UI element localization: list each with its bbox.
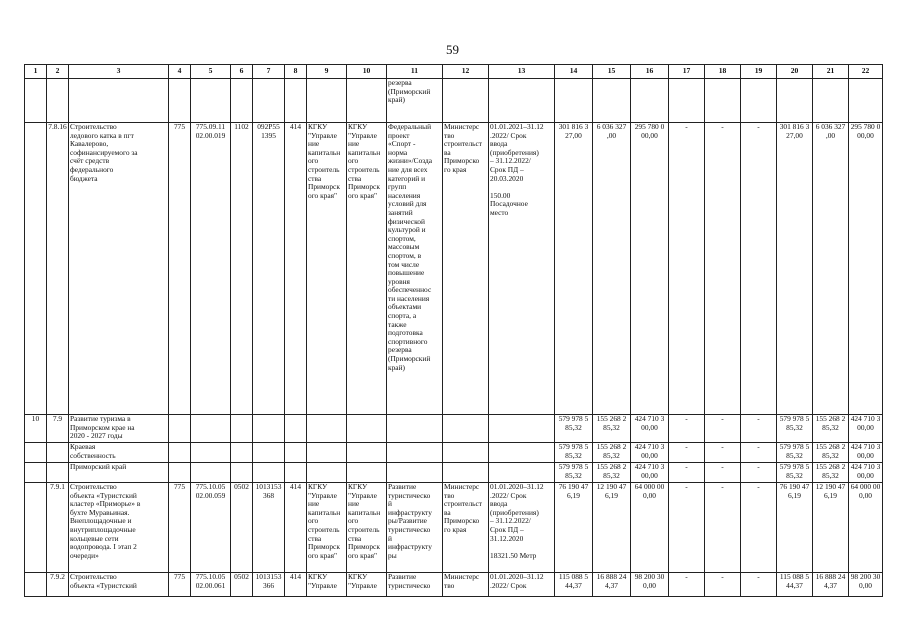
table-cell (849, 79, 883, 123)
column-header: 21 (813, 65, 849, 79)
table-cell (489, 415, 555, 443)
table-cell (705, 79, 741, 123)
table-cell (47, 463, 69, 483)
table-cell (253, 415, 285, 443)
table-cell (191, 443, 231, 463)
table-cell (777, 79, 813, 123)
table-cell: - (669, 463, 705, 483)
table-cell: 579 978 5 85,32 (555, 415, 593, 443)
column-header: 10 (347, 65, 387, 79)
table-cell: 155 268 2 85,32 (593, 463, 631, 483)
header-row (25, 65, 883, 79)
table-cell (489, 79, 555, 123)
table-cell (347, 443, 387, 463)
column-header: 14 (555, 65, 593, 79)
column-header: 2 (47, 65, 69, 79)
table-cell: Строительство ледового катка в пгт Кавалерово, софинансируемого за счёт средств федерального бюджета (69, 123, 169, 415)
table-row (25, 443, 883, 463)
table-cell: 424 710 3 00,00 (849, 415, 883, 443)
table-row (25, 483, 883, 573)
table-cell: 301 816 3 27,00 (777, 123, 813, 415)
table-cell: 424 710 3 00,00 (849, 463, 883, 483)
table-cell (347, 463, 387, 483)
table-cell: 301 816 3 27,00 (555, 123, 593, 415)
table-cell: 775.09.11 02.00.019 (191, 123, 231, 415)
table-cell (285, 463, 307, 483)
table-cell (669, 79, 705, 123)
table-cell (347, 415, 387, 443)
table-cell: - (741, 123, 777, 415)
table-cell: 98 200 30 0,00 (849, 573, 883, 597)
table-cell: 76 190 47 6,19 (777, 483, 813, 573)
column-header: 17 (669, 65, 705, 79)
column-header: 4 (169, 65, 191, 79)
column-header: 12 (443, 65, 489, 79)
table-cell: Федеральный проект «Спорт - норма жизни»/Созда ние для всех категорий и групп населения условий для занятий физической культурой и спортом, массовым спортом, в том числе повышение уровня обеспеченнос ти населения объектами спорта, а также подготовка спортивного резерва (Приморский край) (387, 123, 443, 415)
page-number: 59 (446, 42, 459, 57)
table-cell: 7.9 (47, 415, 69, 443)
table-cell (253, 79, 285, 123)
column-header: 20 (777, 65, 813, 79)
table-cell (347, 79, 387, 123)
table-cell: 414 (285, 573, 307, 597)
table-cell: - (669, 443, 705, 463)
column-header: 22 (849, 65, 883, 79)
table-cell: КГКУ "Управле ние капитальн ого строитель ства Приморск ого края" (307, 123, 347, 415)
table-cell: КГКУ "Управле (347, 573, 387, 597)
table-cell: 295 780 0 00,00 (849, 123, 883, 415)
table-cell: 1102 (231, 123, 253, 415)
table-cell (307, 415, 347, 443)
table-cell: 115 088 5 44,37 (555, 573, 593, 597)
table-cell: КГКУ "Управле ние капитальн ого строитель ства Приморск ого края" (307, 483, 347, 573)
table-cell: Министерс тво строительст ва Приморско го края (443, 483, 489, 573)
table-cell (191, 79, 231, 123)
table-cell: - (705, 123, 741, 415)
table-cell (25, 573, 47, 597)
table-cell: КГКУ "Управле ние капитальн ого строитель ства Приморск ого края" (347, 483, 387, 573)
table-cell: 7.9.1 (47, 483, 69, 573)
table-cell (387, 415, 443, 443)
table-cell (631, 79, 669, 123)
table-cell: резерва (Приморский край) (387, 79, 443, 123)
table-cell: 16 888 24 4,37 (813, 573, 849, 597)
table-cell: - (705, 573, 741, 597)
table-cell: 579 978 5 85,32 (777, 463, 813, 483)
table-cell: 155 268 2 85,32 (813, 443, 849, 463)
table-cell: Краевая собственность (69, 443, 169, 463)
table-cell (25, 79, 47, 123)
table-cell (191, 463, 231, 483)
table-cell (231, 415, 253, 443)
table-cell: 424 710 3 00,00 (631, 443, 669, 463)
table-cell: 01.01.2021–31.12 .2022/ Срок ввода (приобретения) – 31.12.2022/ Срок ПД – 20.03.2020 150.00 Посадочное место (489, 123, 555, 415)
table-cell: - (669, 573, 705, 597)
table-cell: 0502 (231, 573, 253, 597)
table-cell: - (705, 443, 741, 463)
column-header: 18 (705, 65, 741, 79)
table-cell (489, 463, 555, 483)
table-cell: - (669, 415, 705, 443)
column-header: 7 (253, 65, 285, 79)
table-cell (69, 79, 169, 123)
table-cell: 7.9.2 (47, 573, 69, 597)
table-cell: КГКУ "Управле (307, 573, 347, 597)
table-cell (387, 443, 443, 463)
table-cell (25, 463, 47, 483)
table-cell: 155 268 2 85,32 (593, 415, 631, 443)
budget-table (24, 64, 883, 597)
column-header: 16 (631, 65, 669, 79)
table-cell: 76 190 47 6,19 (555, 483, 593, 573)
column-header: 19 (741, 65, 777, 79)
table-cell: 092P55 1395 (253, 123, 285, 415)
table-cell: 64 000 00 0,00 (849, 483, 883, 573)
table-cell (47, 443, 69, 463)
table-cell: Развитие туристическо й инфраструкту ры/Развитие туристическо й инфраструкту ры (387, 483, 443, 573)
table-cell: Развитие туристическо (387, 573, 443, 597)
table-cell: Строительство объекта «Туристский (69, 573, 169, 597)
table-cell (25, 483, 47, 573)
table-cell: 424 710 3 00,00 (631, 415, 669, 443)
table-cell: 1013153 366 (253, 573, 285, 597)
table-cell: 1013153 368 (253, 483, 285, 573)
table-cell: 12 190 47 6,19 (813, 483, 849, 573)
table-cell (285, 443, 307, 463)
table-cell (489, 443, 555, 463)
table-cell: Строительство объекта «Туристский кластер «Приморье» в бухте Муравьиная. Внеплощадочные и внутриплощадочные кольцевые сети водопровода. I этап 2 очереди» (69, 483, 169, 573)
table-cell (231, 79, 253, 123)
table-cell: 16 888 24 4,37 (593, 573, 631, 597)
table-cell: КГКУ "Управле ние капитальн ого строитель ства Приморск ого края" (347, 123, 387, 415)
table-cell: Развитие туризма в Приморском крае на 2020 - 2027 годы (69, 415, 169, 443)
table-cell: - (741, 443, 777, 463)
table-cell: 6 036 327 ,00 (593, 123, 631, 415)
table-cell (307, 79, 347, 123)
table-cell (169, 463, 191, 483)
table-cell (253, 443, 285, 463)
table-cell: - (669, 123, 705, 415)
table-cell (741, 79, 777, 123)
table-cell: - (705, 415, 741, 443)
table-cell: 424 710 3 00,00 (849, 443, 883, 463)
table-cell: 775.10.05 02.00.059 (191, 483, 231, 573)
table-cell: Министерс тво (443, 573, 489, 597)
table-cell: 775.10.05 02.00.061 (191, 573, 231, 597)
table-cell (25, 123, 47, 415)
table-row (25, 79, 883, 123)
table-cell: Приморский край (69, 463, 169, 483)
table-cell (813, 79, 849, 123)
table-cell: 295 780 0 00,00 (631, 123, 669, 415)
column-header: 13 (489, 65, 555, 79)
table-cell: 155 268 2 85,32 (813, 463, 849, 483)
table-row (25, 573, 883, 597)
table-cell: - (741, 483, 777, 573)
table-cell: 115 088 5 44,37 (777, 573, 813, 597)
table-cell: - (741, 415, 777, 443)
column-header: 6 (231, 65, 253, 79)
table-cell (443, 463, 489, 483)
table-cell: - (669, 483, 705, 573)
table-cell: 7.8.16 (47, 123, 69, 415)
table-cell: 6 036 327 ,00 (813, 123, 849, 415)
table-cell (191, 415, 231, 443)
table-cell: - (705, 483, 741, 573)
column-header: 9 (307, 65, 347, 79)
table-cell: 01.01.2020–31.12 .2022/ Срок ввода (приобретения) – 31.12.2022/ Срок ПД – 31.12.2020 18321.50 Метр (489, 483, 555, 573)
table-cell: 414 (285, 123, 307, 415)
table-cell: 01.01.2020–31.12 .2022/ Срок (489, 573, 555, 597)
table-cell (443, 415, 489, 443)
column-header: 11 (387, 65, 443, 79)
table-cell: 0502 (231, 483, 253, 573)
table-cell (285, 415, 307, 443)
table-cell: 98 200 30 0,00 (631, 573, 669, 597)
table-cell (285, 79, 307, 123)
table-cell (47, 79, 69, 123)
table-cell: 155 268 2 85,32 (593, 443, 631, 463)
table-cell (555, 79, 593, 123)
table-cell: - (705, 463, 741, 483)
table-row (25, 123, 883, 415)
table-row (25, 415, 883, 443)
table-cell (253, 463, 285, 483)
table-cell: 579 978 5 85,32 (555, 463, 593, 483)
table-cell (169, 79, 191, 123)
table-cell (231, 443, 253, 463)
table-cell (25, 443, 47, 463)
table-cell (169, 443, 191, 463)
table-cell (307, 443, 347, 463)
table-cell: - (741, 463, 777, 483)
table-cell: 424 710 3 00,00 (631, 463, 669, 483)
table-cell (593, 79, 631, 123)
table-cell (387, 463, 443, 483)
table-cell: 414 (285, 483, 307, 573)
table-row (25, 463, 883, 483)
table-cell (443, 79, 489, 123)
table-cell: 155 268 2 85,32 (813, 415, 849, 443)
table-cell (443, 443, 489, 463)
table-cell: 12 190 47 6,19 (593, 483, 631, 573)
table-cell: 775 (169, 483, 191, 573)
table-cell: 579 978 5 85,32 (777, 415, 813, 443)
table-cell: 775 (169, 123, 191, 415)
table-cell: 10 (25, 415, 47, 443)
column-header: 3 (69, 65, 169, 79)
column-header: 15 (593, 65, 631, 79)
column-header: 1 (25, 65, 47, 79)
table-cell: 579 978 5 85,32 (777, 443, 813, 463)
table-cell (169, 415, 191, 443)
table-cell: 64 000 00 0,00 (631, 483, 669, 573)
table-cell (231, 463, 253, 483)
table-cell: 579 978 5 85,32 (555, 443, 593, 463)
table-cell (307, 463, 347, 483)
table-cell: Министерс тво строительст ва Приморско го края (443, 123, 489, 415)
table-cell: 775 (169, 573, 191, 597)
column-header: 5 (191, 65, 231, 79)
column-header: 8 (285, 65, 307, 79)
table-cell: - (741, 573, 777, 597)
